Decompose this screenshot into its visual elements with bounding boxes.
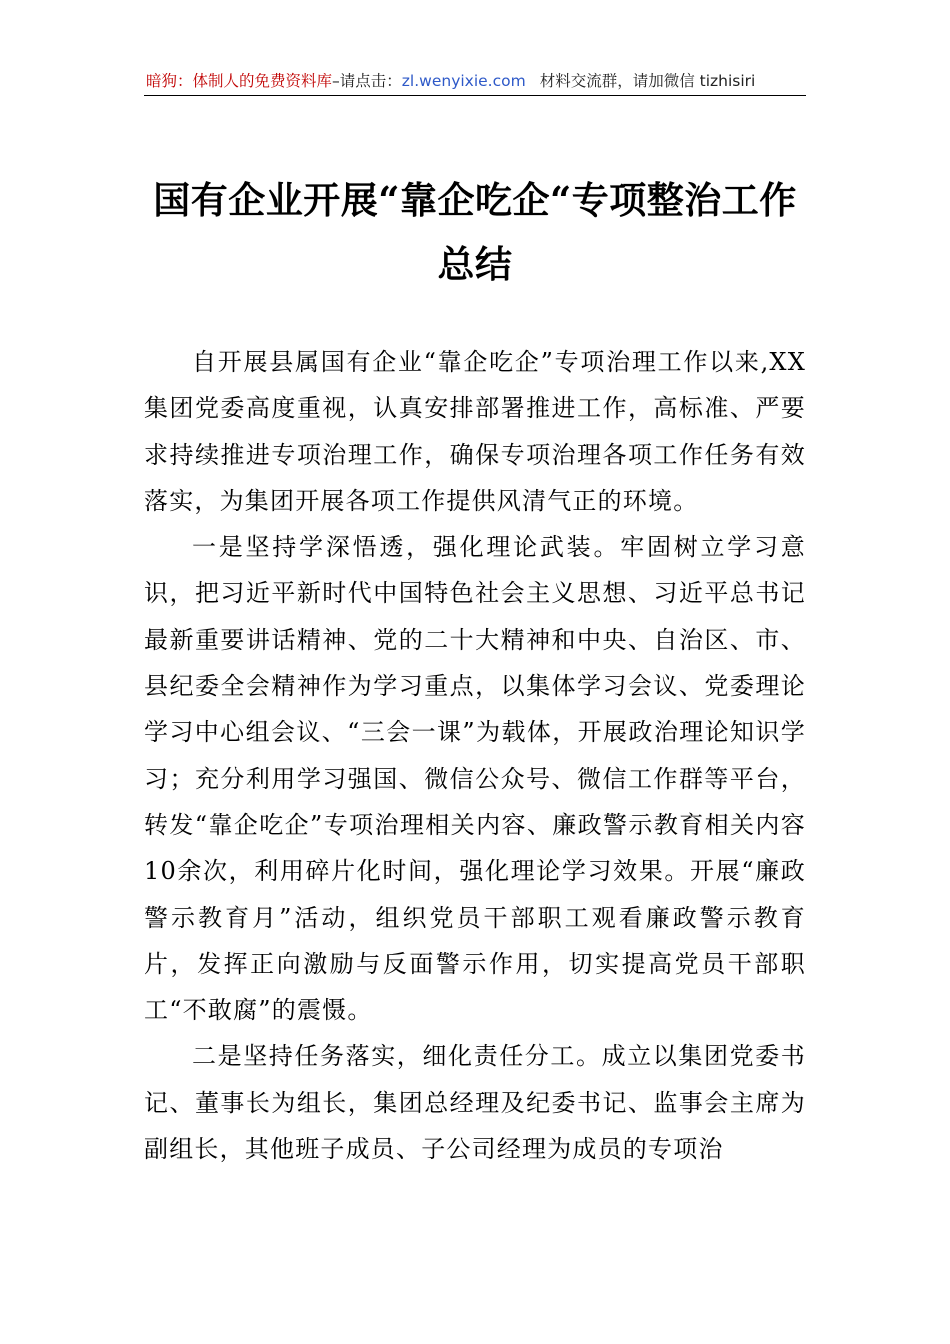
document-title bbox=[144, 168, 806, 296]
header-prompt: –请点击： bbox=[332, 72, 402, 90]
title-line-1: 国有企业开展“靠企吃企“专项整治工作 bbox=[153, 178, 797, 222]
title-line-2: 总结 bbox=[437, 242, 513, 286]
paragraph-intro: 自开展县属国有企业“靠企吃企”专项治理工作以来,XX集团党委高度重视，认真安排部署推进工作，高标准、严要求持续推进专项治理工作，确保专项治理各项工作任务有效落实，为集团开展各项工作提供风清气正的环境。 bbox=[144, 348, 806, 515]
header-contact: 材料交流群，请加微信 tizhisiri bbox=[539, 72, 756, 90]
paragraph-study: 一是坚持学深悟透，强化理论武装。牢固树立学习意识，把习近平新时代中国特色社会主义思想、习近平总书记最新重要讲话精神、党的二十大精神和中央、自治区、市、县纪委全会精神作为学习重点，以集体学习会议、党委理论学习中心组会议、“三会一课”为载体，开展政治理论知识学习；充分利用学习强国、微信公众号、微信工作群等平台，转发“靠企吃企”专项治理相关内容、廉政警示教育相关内容10余次，利用碎片化时间，强化理论学习效果。开展“廉政警示教育月”活动，组织党员干部职工观看廉政警示教育片，发挥正向激励与反面警示作用，切实提高党员干部职工“不敢腐”的震慑。 bbox=[144, 533, 806, 1025]
header-url-link[interactable]: zl.wenyixie.com bbox=[401, 72, 526, 90]
header-divider bbox=[144, 95, 806, 96]
paragraph-tasks: 二是坚持任务落实，细化责任分工。成立以集团党委书记、董事长为组长，集团总经理及纪委书记、监事会主席为副组长，其他班子成员、子公司经理为成员的专项治 bbox=[144, 1042, 806, 1164]
document-body bbox=[144, 339, 806, 1172]
header-brand: 暗狗：体制人的免费资料库 bbox=[146, 72, 333, 90]
page-header bbox=[146, 68, 806, 94]
